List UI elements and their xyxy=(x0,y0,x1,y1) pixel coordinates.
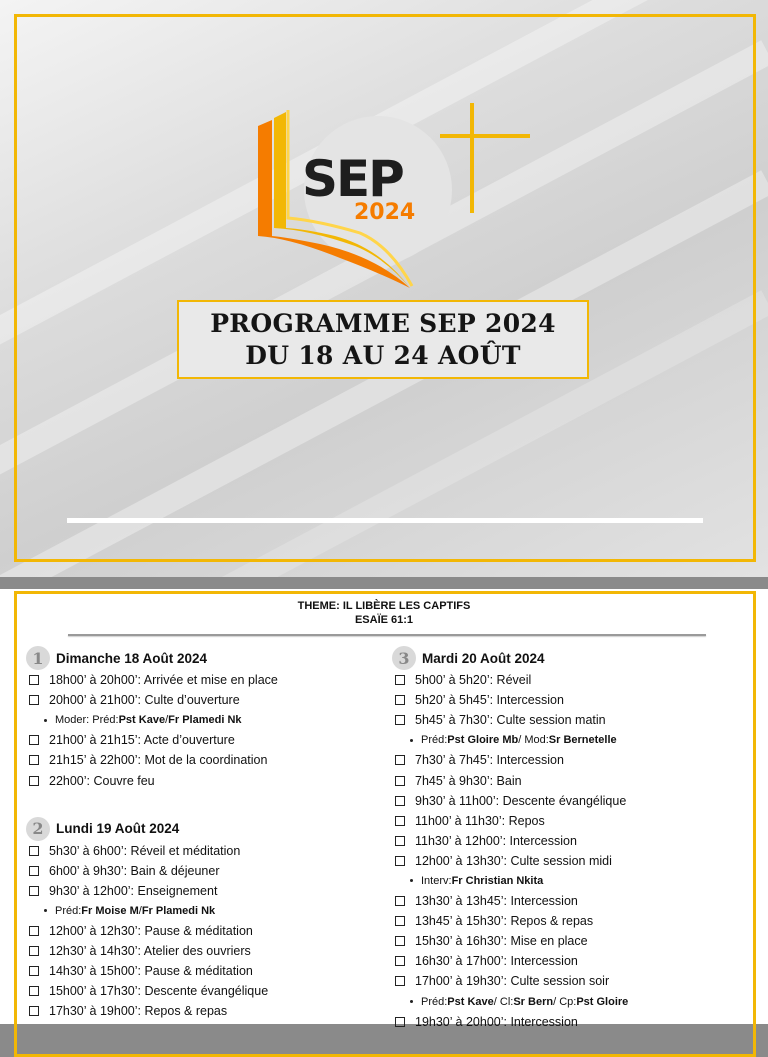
schedule-item xyxy=(392,1012,742,1032)
schedule-item xyxy=(26,961,376,981)
schedule-item-text: 21h15’ à 22h00’: Mot de la coordination xyxy=(49,753,268,768)
day-header xyxy=(26,817,376,841)
schedule-item-text: 9h30’ à 12h00’: Enseignement xyxy=(49,883,218,898)
svg-text:SEP: SEP xyxy=(302,150,403,208)
schedule-item-text: 22h00’: Couvre feu xyxy=(49,773,155,788)
checkbox-icon xyxy=(29,966,39,976)
checkbox-icon xyxy=(395,896,405,906)
checkbox-icon xyxy=(395,675,405,685)
schedule-item xyxy=(26,670,376,690)
speaker-note xyxy=(392,730,742,750)
schedule-item-text: 7h45’ à 9h30’: Bain xyxy=(415,773,522,788)
schedule-item xyxy=(26,690,376,710)
day-number: 1 xyxy=(26,646,50,670)
checkbox-icon xyxy=(29,946,39,956)
schedule-item-text: 5h20’ à 5h45’: Intercession xyxy=(415,693,564,708)
schedule-item xyxy=(392,791,742,811)
day-title: Mardi 20 Août 2024 xyxy=(422,650,545,666)
schedule-item-text: 11h00’ à 11h30’: Repos xyxy=(415,813,545,828)
schedule-item xyxy=(26,981,376,1001)
schedule-slide xyxy=(0,589,768,1029)
checkbox-icon xyxy=(29,886,39,896)
program-dates: DU 18 AU 24 AOÛT xyxy=(245,340,521,370)
schedule-item xyxy=(26,770,376,790)
schedule-item xyxy=(26,921,376,941)
schedule-item-text: 15h30’ à 16h30’: Mise en place xyxy=(415,934,588,949)
speaker-label: / Mod: xyxy=(518,734,549,747)
speaker-name: Fr Moise M xyxy=(81,904,139,917)
speaker-label: Interv: xyxy=(421,874,452,887)
theme-heading xyxy=(0,599,768,627)
schedule-item-text: 19h30’ à 20h00’: Intercession xyxy=(415,1014,578,1029)
schedule-item xyxy=(392,831,742,851)
day-header xyxy=(392,646,742,670)
schedule-item xyxy=(392,710,742,730)
schedule-item-text: 14h30’ à 15h00’: Pause & méditation xyxy=(49,964,253,979)
schedule-item xyxy=(26,1001,376,1021)
checkbox-icon xyxy=(29,695,39,705)
speaker-label: Moder: Préd: xyxy=(55,714,119,727)
schedule-list xyxy=(26,841,376,1022)
schedule-column-left xyxy=(26,646,376,1021)
theme-divider xyxy=(68,634,706,636)
schedule-item-text: 16h30’ à 17h00’: Intercession xyxy=(415,954,578,969)
schedule-item-text: 13h45’ à 15h30’: Repos & repas xyxy=(415,914,594,929)
day-block xyxy=(26,646,376,791)
schedule-item xyxy=(392,670,742,690)
checkbox-icon xyxy=(395,695,405,705)
checkbox-icon xyxy=(395,796,405,806)
speaker-note xyxy=(392,871,742,891)
program-title: PROGRAMME SEP 2024 xyxy=(210,308,556,338)
schedule-item-text: 17h00’ à 19h30’: Culte session soir xyxy=(415,974,610,989)
speaker-name: Fr Plamedi Nk xyxy=(168,714,242,727)
schedule-column-right xyxy=(392,646,742,1032)
speaker-name: Pst Gloire Mb xyxy=(447,734,519,747)
day-block xyxy=(392,646,742,1032)
bullet-icon xyxy=(410,1000,413,1003)
checkbox-icon xyxy=(29,776,39,786)
checkbox-icon xyxy=(29,846,39,856)
schedule-list xyxy=(26,670,376,791)
schedule-item xyxy=(392,911,742,931)
speaker-label: Préd: xyxy=(421,734,448,747)
checkbox-icon xyxy=(29,866,39,876)
speaker-name: Pst Gloire xyxy=(576,995,629,1008)
schedule-item xyxy=(392,971,742,991)
schedule-item xyxy=(392,891,742,911)
schedule-item xyxy=(392,851,742,871)
checkbox-icon xyxy=(395,715,405,725)
schedule-item xyxy=(26,941,376,961)
speaker-name: Fr Plamedi Nk xyxy=(141,904,216,917)
checkbox-icon xyxy=(395,916,405,926)
schedule-item xyxy=(26,841,376,861)
day-number: 2 xyxy=(26,817,50,841)
schedule-item xyxy=(26,730,376,750)
bullet-icon xyxy=(44,909,47,912)
checkbox-icon xyxy=(29,675,39,685)
day-block xyxy=(26,817,376,1022)
schedule-item-text: 5h45’ à 7h30’: Culte session matin xyxy=(415,713,606,728)
sep-2024-logo xyxy=(250,98,540,298)
schedule-item-text: 18h00’ à 20h00’: Arrivée et mise en place xyxy=(49,673,278,688)
schedule-item xyxy=(26,881,376,901)
schedule-item-text: 12h00’ à 12h30’: Pause & méditation xyxy=(49,923,253,938)
speaker-label: Préd: xyxy=(421,995,448,1008)
bullet-icon xyxy=(410,879,413,882)
schedule-item-text: 5h30’ à 6h00’: Réveil et méditation xyxy=(49,843,241,858)
schedule-item-text: 6h00’ à 9h30’: Bain & déjeuner xyxy=(49,863,220,878)
checkbox-icon xyxy=(395,976,405,986)
schedule-item-text: 13h30’ à 13h45’: Intercession xyxy=(415,894,578,909)
cross-icon xyxy=(470,103,474,213)
speaker-name: Pst Kave xyxy=(447,995,494,1008)
schedule-item-text: 5h00’ à 5h20’: Réveil xyxy=(415,673,532,688)
schedule-item-text: 11h30’ à 12h00’: Intercession xyxy=(415,833,577,848)
day-title: Dimanche 18 Août 2024 xyxy=(56,650,208,666)
schedule-item-text: 12h00’ à 13h30’: Culte session midi xyxy=(415,853,612,868)
checkbox-icon xyxy=(395,776,405,786)
checkbox-icon xyxy=(395,856,405,866)
day-number: 3 xyxy=(392,646,416,670)
checkbox-icon xyxy=(29,986,39,996)
schedule-item xyxy=(392,931,742,951)
schedule-item-text: 20h00’ à 21h00’: Culte d’ouverture xyxy=(49,693,240,708)
checkbox-icon xyxy=(395,816,405,826)
schedule-item xyxy=(392,770,742,790)
speaker-name: Sr Bernetelle xyxy=(548,734,617,747)
speaker-name: Sr Bern xyxy=(513,995,554,1008)
speaker-note xyxy=(392,992,742,1012)
speaker-note xyxy=(26,901,376,921)
checkbox-icon xyxy=(29,926,39,936)
day-header xyxy=(26,646,376,670)
schedule-list xyxy=(392,670,742,1032)
checkbox-icon xyxy=(29,755,39,765)
bullet-icon xyxy=(44,719,47,722)
schedule-item-text: 21h00’ à 21h15’: Acte d’ouverture xyxy=(49,733,235,748)
schedule-item xyxy=(392,750,742,770)
checkbox-icon xyxy=(395,1017,405,1027)
day-title: Lundi 19 Août 2024 xyxy=(56,821,180,837)
program-title-box xyxy=(177,300,589,379)
checkbox-icon xyxy=(395,936,405,946)
speaker-name: Pst Kave xyxy=(118,714,166,727)
speaker-label: / Cl: xyxy=(493,995,514,1008)
schedule-item xyxy=(26,750,376,770)
checkbox-icon xyxy=(29,735,39,745)
schedule-item-text: 7h30’ à 7h45’: Intercession xyxy=(415,753,564,768)
theme-verse: ESAÏE 61:1 xyxy=(354,614,414,626)
checkbox-icon xyxy=(395,956,405,966)
speaker-name: Fr Christian Nkita xyxy=(451,874,544,887)
checkbox-icon xyxy=(29,1006,39,1016)
speaker-label: Préd: xyxy=(55,904,82,917)
svg-text:2024: 2024 xyxy=(354,200,416,225)
schedule-item-text: 17h30’ à 19h00’: Repos & repas xyxy=(49,1004,228,1019)
checkbox-icon xyxy=(395,755,405,765)
schedule-item-text: 12h30’ à 14h30’: Atelier des ouvriers xyxy=(49,944,251,959)
bullet-icon xyxy=(410,739,413,742)
speaker-note xyxy=(26,710,376,730)
schedule-item-text: 15h00’ à 17h30’: Descente évangélique xyxy=(49,984,269,999)
schedule-item xyxy=(392,690,742,710)
schedule-item-text: 9h30’ à 11h00’: Descente évangélique xyxy=(415,793,627,808)
theme-title: THEME: IL LIBÈRE LES CAPTIFS xyxy=(297,600,471,612)
speaker-label: / Cp: xyxy=(553,995,577,1008)
checkbox-icon xyxy=(395,836,405,846)
speaker-label: / xyxy=(138,904,142,917)
speaker-label: / xyxy=(165,714,169,727)
schedule-item xyxy=(26,861,376,881)
schedule-item xyxy=(392,951,742,971)
schedule-item xyxy=(392,811,742,831)
divider xyxy=(67,518,703,523)
